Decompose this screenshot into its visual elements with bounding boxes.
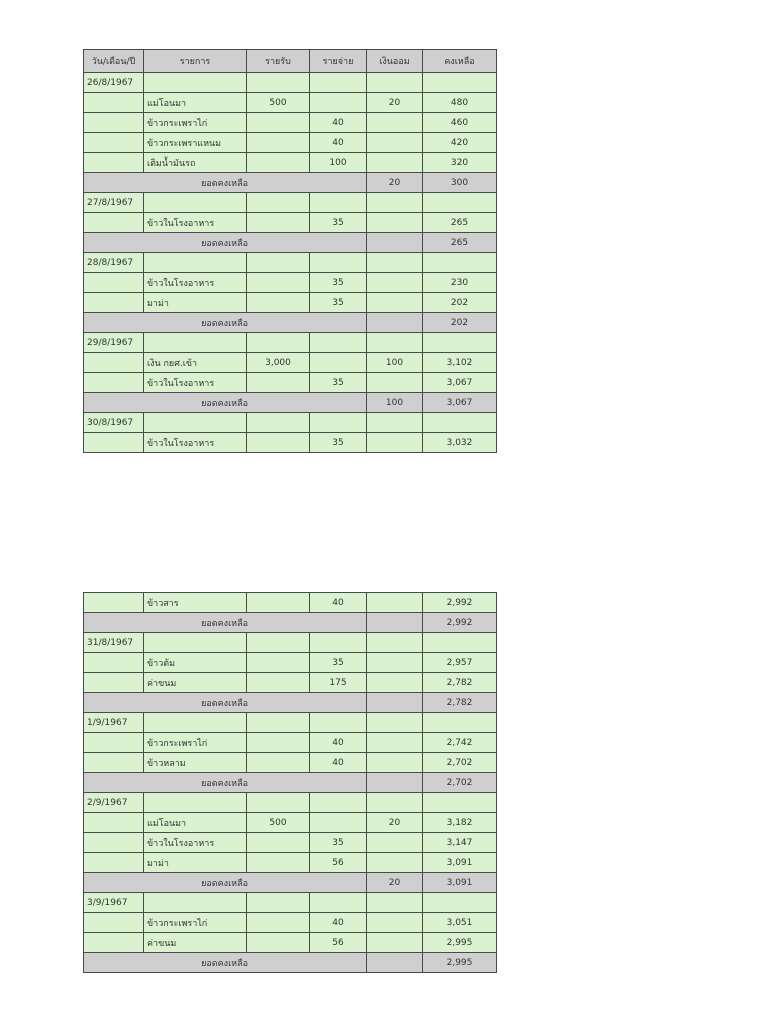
expense-cell: 35 [310, 293, 367, 313]
empty-cell [247, 633, 310, 653]
income-cell [247, 113, 310, 133]
date-row [84, 253, 497, 273]
income-cell: 3,000 [247, 353, 310, 373]
empty-cell [423, 713, 497, 733]
balance-cell: 202 [423, 313, 497, 333]
item-cell: เติมน้ำมันรถ [144, 153, 247, 173]
saving-cell [367, 233, 423, 253]
empty-cell [144, 253, 247, 273]
empty-cell [247, 73, 310, 93]
income-cell [247, 733, 310, 753]
ledger-table-2 [83, 592, 497, 973]
date-row [84, 193, 497, 213]
date-cell: 27/8/1967 [84, 193, 144, 213]
empty-cell [367, 73, 423, 93]
empty-cell [84, 133, 144, 153]
item-cell: ค่าขนม [144, 933, 247, 953]
balance-cell: 2,995 [423, 953, 497, 973]
date-cell: 3/9/1967 [84, 893, 144, 913]
empty-cell [247, 713, 310, 733]
item-cell: แม่โอนมา [144, 813, 247, 833]
saving-cell: 20 [367, 813, 423, 833]
saving-cell [367, 613, 423, 633]
empty-cell [247, 253, 310, 273]
entry-row [84, 593, 497, 613]
date-row [84, 893, 497, 913]
entry-row [84, 933, 497, 953]
item-cell: ข้าวในโรงอาหาร [144, 433, 247, 453]
income-cell [247, 853, 310, 873]
item-cell: ข้าวในโรงอาหาร [144, 273, 247, 293]
expense-cell: 56 [310, 933, 367, 953]
subtotal-label: ยอดคงเหลือ [84, 393, 367, 413]
expense-cell [310, 353, 367, 373]
expense-cell [310, 93, 367, 113]
income-cell [247, 913, 310, 933]
empty-cell [84, 753, 144, 773]
subtotal-label: ยอดคงเหลือ [84, 613, 367, 633]
expense-cell: 40 [310, 133, 367, 153]
empty-cell [247, 193, 310, 213]
balance-cell: 2,702 [423, 753, 497, 773]
expense-cell: 35 [310, 833, 367, 853]
empty-cell [247, 413, 310, 433]
balance-cell: 230 [423, 273, 497, 293]
expense-cell: 56 [310, 853, 367, 873]
balance-cell: 3,032 [423, 433, 497, 453]
balance-cell: 265 [423, 213, 497, 233]
empty-cell [367, 713, 423, 733]
header-expense: รายจ่าย [310, 50, 367, 73]
empty-cell [367, 413, 423, 433]
subtotal-label: ยอดคงเหลือ [84, 313, 367, 333]
income-cell [247, 933, 310, 953]
subtotal-row [84, 693, 497, 713]
income-cell [247, 433, 310, 453]
date-cell: 26/8/1967 [84, 73, 144, 93]
empty-cell [84, 813, 144, 833]
item-cell: ข้าวกระเพราแหนม [144, 133, 247, 153]
balance-cell: 3,051 [423, 913, 497, 933]
saving-cell [367, 733, 423, 753]
empty-cell [310, 633, 367, 653]
item-cell: ค่าขนม [144, 673, 247, 693]
item-cell: แม่โอนมา [144, 93, 247, 113]
subtotal-label: ยอดคงเหลือ [84, 953, 367, 973]
income-cell [247, 213, 310, 233]
balance-cell: 300 [423, 173, 497, 193]
saving-cell [367, 933, 423, 953]
entry-row [84, 833, 497, 853]
empty-cell [144, 893, 247, 913]
empty-cell [310, 333, 367, 353]
empty-cell [84, 93, 144, 113]
empty-cell [84, 353, 144, 373]
empty-cell [247, 793, 310, 813]
header-income: รายรับ [247, 50, 310, 73]
subtotal-label: ยอดคงเหลือ [84, 693, 367, 713]
balance-cell: 3,091 [423, 873, 497, 893]
empty-cell [84, 113, 144, 133]
date-row [84, 793, 497, 813]
balance-cell: 2,995 [423, 933, 497, 953]
expense-cell: 35 [310, 213, 367, 233]
empty-cell [367, 893, 423, 913]
empty-cell [84, 673, 144, 693]
balance-cell: 2,992 [423, 613, 497, 633]
saving-cell [367, 953, 423, 973]
item-cell: มาม่า [144, 853, 247, 873]
subtotal-row [84, 873, 497, 893]
empty-cell [423, 193, 497, 213]
entry-row [84, 373, 497, 393]
saving-cell [367, 213, 423, 233]
saving-cell [367, 673, 423, 693]
empty-cell [144, 73, 247, 93]
item-cell: ข้าวหลาม [144, 753, 247, 773]
income-cell [247, 133, 310, 153]
expense-cell: 175 [310, 673, 367, 693]
item-cell: เงิน กยศ.เข้า [144, 353, 247, 373]
saving-cell [367, 753, 423, 773]
entry-row [84, 913, 497, 933]
balance-cell: 2,992 [423, 593, 497, 613]
empty-cell [144, 793, 247, 813]
saving-cell [367, 853, 423, 873]
income-cell [247, 653, 310, 673]
empty-cell [84, 913, 144, 933]
entry-row [84, 813, 497, 833]
empty-cell [84, 153, 144, 173]
balance-cell: 320 [423, 153, 497, 173]
income-cell [247, 673, 310, 693]
empty-cell [367, 793, 423, 813]
saving-cell: 100 [367, 393, 423, 413]
saving-cell [367, 653, 423, 673]
entry-row [84, 733, 497, 753]
entry-row [84, 753, 497, 773]
empty-cell [310, 713, 367, 733]
empty-cell [423, 633, 497, 653]
income-cell: 500 [247, 813, 310, 833]
subtotal-row [84, 313, 497, 333]
empty-cell [144, 633, 247, 653]
empty-cell [423, 333, 497, 353]
income-cell: 500 [247, 93, 310, 113]
empty-cell [144, 413, 247, 433]
subtotal-label: ยอดคงเหลือ [84, 233, 367, 253]
saving-cell [367, 153, 423, 173]
empty-cell [310, 73, 367, 93]
expense-cell: 35 [310, 653, 367, 673]
empty-cell [423, 413, 497, 433]
item-cell: ข้าวต้ม [144, 653, 247, 673]
balance-cell: 460 [423, 113, 497, 133]
expense-cell [310, 813, 367, 833]
date-cell: 29/8/1967 [84, 333, 144, 353]
expense-cell: 40 [310, 753, 367, 773]
saving-cell [367, 133, 423, 153]
subtotal-label: ยอดคงเหลือ [84, 173, 367, 193]
entry-row [84, 113, 497, 133]
empty-cell [84, 833, 144, 853]
income-cell [247, 153, 310, 173]
expense-cell: 40 [310, 593, 367, 613]
entry-row [84, 673, 497, 693]
header-date: วัน/เดือน/ปี [84, 50, 144, 73]
expense-cell: 40 [310, 913, 367, 933]
empty-cell [247, 333, 310, 353]
subtotal-label: ยอดคงเหลือ [84, 873, 367, 893]
balance-cell: 3,067 [423, 393, 497, 413]
balance-cell: 3,182 [423, 813, 497, 833]
entry-row [84, 93, 497, 113]
income-cell [247, 373, 310, 393]
header-saving: เงินออม [367, 50, 423, 73]
empty-cell [247, 893, 310, 913]
saving-cell: 20 [367, 873, 423, 893]
expense-cell: 40 [310, 113, 367, 133]
balance-cell: 2,702 [423, 773, 497, 793]
expense-cell: 35 [310, 373, 367, 393]
balance-cell: 3,067 [423, 373, 497, 393]
subtotal-row [84, 393, 497, 413]
date-cell: 2/9/1967 [84, 793, 144, 813]
header-row [84, 50, 497, 73]
subtotal-row [84, 953, 497, 973]
entry-row [84, 153, 497, 173]
item-cell: ข้าวกระเพราไก่ [144, 113, 247, 133]
saving-cell [367, 593, 423, 613]
saving-cell [367, 293, 423, 313]
empty-cell [423, 893, 497, 913]
item-cell: ข้าวในโรงอาหาร [144, 213, 247, 233]
balance-cell: 202 [423, 293, 497, 313]
empty-cell [310, 793, 367, 813]
empty-cell [84, 373, 144, 393]
empty-cell [144, 333, 247, 353]
entry-row [84, 213, 497, 233]
balance-cell: 3,091 [423, 853, 497, 873]
empty-cell [84, 293, 144, 313]
entry-row [84, 133, 497, 153]
empty-cell [367, 633, 423, 653]
date-cell: 31/8/1967 [84, 633, 144, 653]
date-cell: 1/9/1967 [84, 713, 144, 733]
empty-cell [310, 253, 367, 273]
subtotal-row [84, 233, 497, 253]
empty-cell [84, 733, 144, 753]
entry-row [84, 273, 497, 293]
date-row [84, 333, 497, 353]
empty-cell [84, 653, 144, 673]
empty-cell [367, 333, 423, 353]
date-row [84, 713, 497, 733]
item-cell: ข้าวกระเพราไก่ [144, 733, 247, 753]
subtotal-row [84, 613, 497, 633]
entry-row [84, 353, 497, 373]
entry-row [84, 293, 497, 313]
date-row [84, 73, 497, 93]
empty-cell [310, 193, 367, 213]
balance-cell: 480 [423, 93, 497, 113]
empty-cell [84, 593, 144, 613]
balance-cell: 2,742 [423, 733, 497, 753]
saving-cell: 100 [367, 353, 423, 373]
income-cell [247, 833, 310, 853]
empty-cell [423, 73, 497, 93]
saving-cell [367, 433, 423, 453]
item-cell: ข้าวสาร [144, 593, 247, 613]
income-cell [247, 293, 310, 313]
header-balance: คงเหลือ [423, 50, 497, 73]
expense-cell: 35 [310, 273, 367, 293]
income-cell [247, 273, 310, 293]
balance-cell: 2,782 [423, 693, 497, 713]
saving-cell [367, 113, 423, 133]
empty-cell [84, 853, 144, 873]
empty-cell [423, 253, 497, 273]
expense-cell: 100 [310, 153, 367, 173]
empty-cell [84, 213, 144, 233]
saving-cell [367, 913, 423, 933]
income-cell [247, 593, 310, 613]
empty-cell [310, 893, 367, 913]
expense-cell: 40 [310, 733, 367, 753]
date-cell: 30/8/1967 [84, 413, 144, 433]
saving-cell: 20 [367, 93, 423, 113]
entry-row [84, 433, 497, 453]
date-row [84, 413, 497, 433]
entry-row [84, 653, 497, 673]
empty-cell [310, 413, 367, 433]
item-cell: ข้าวในโรงอาหาร [144, 833, 247, 853]
balance-cell: 420 [423, 133, 497, 153]
empty-cell [144, 193, 247, 213]
empty-cell [84, 433, 144, 453]
empty-cell [84, 933, 144, 953]
subtotal-row [84, 773, 497, 793]
saving-cell: 20 [367, 173, 423, 193]
empty-cell [84, 273, 144, 293]
empty-cell [367, 193, 423, 213]
balance-cell: 2,782 [423, 673, 497, 693]
empty-cell [367, 253, 423, 273]
saving-cell [367, 773, 423, 793]
item-cell: ข้าวกระเพราไก่ [144, 913, 247, 933]
saving-cell [367, 693, 423, 713]
balance-cell: 265 [423, 233, 497, 253]
expense-cell: 35 [310, 433, 367, 453]
item-cell: มาม่า [144, 293, 247, 313]
ledger-table-1 [83, 49, 497, 453]
header-item: รายการ [144, 50, 247, 73]
date-cell: 28/8/1967 [84, 253, 144, 273]
saving-cell [367, 313, 423, 333]
saving-cell [367, 833, 423, 853]
date-row [84, 633, 497, 653]
empty-cell [144, 713, 247, 733]
subtotal-label: ยอดคงเหลือ [84, 773, 367, 793]
balance-cell: 3,102 [423, 353, 497, 373]
balance-cell: 2,957 [423, 653, 497, 673]
balance-cell: 3,147 [423, 833, 497, 853]
empty-cell [423, 793, 497, 813]
item-cell: ข้าวในโรงอาหาร [144, 373, 247, 393]
entry-row [84, 853, 497, 873]
saving-cell [367, 373, 423, 393]
income-cell [247, 753, 310, 773]
subtotal-row [84, 173, 497, 193]
saving-cell [367, 273, 423, 293]
